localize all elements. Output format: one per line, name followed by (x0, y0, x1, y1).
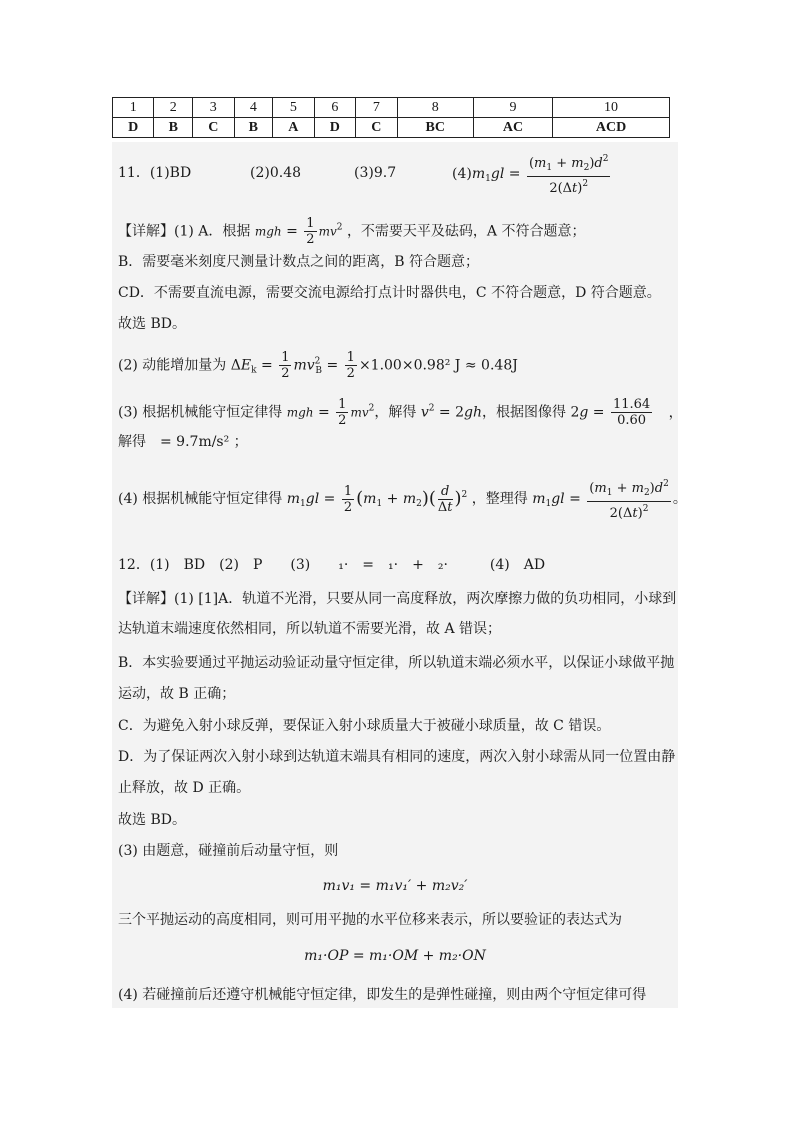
table-cell: 1 (113, 98, 154, 118)
q11-detail-B: B．需要毫米刻度尺测量计数点之间的距离，B 符合题意； (118, 254, 480, 270)
table-cell: 8 (397, 98, 473, 118)
q11-answers: 11．(1)BD (2)0.48 (3)9.7 $(4)m_1gl$ = $\frac{(m_1 + m_2)d^2}{2(\Delta t)^2}$ (118, 164, 191, 182)
q11-detail-3: (3) 根据机械能守恒定律得 mgh = $\frac{1}{2}$ $mv^2$，解得 $v^2 = 2gh$，根据图像得 2g = $\frac{11.64}{0.60}$ ， (118, 397, 683, 428)
table-cell: C (193, 118, 234, 138)
q12-detail-choice: 故选 BD。 (118, 812, 186, 828)
q12-detail-C: C．为避免入射小球反弹，要保证入射小球质量大于被碰小球质量，故 C 错误。 (118, 718, 611, 734)
q12-detail-1b: 达轨道末端速度依然相同，所以轨道不需要光滑，故 A 错误； (118, 621, 502, 637)
q11-detail-choice: 故选 BD。 (118, 316, 186, 332)
table-cell: 7 (356, 98, 397, 118)
answer-row (113, 118, 670, 138)
q12-answers: 12．(1) BD (2) P (3) ₁· = ₁· + ₂· (4) AD (118, 557, 546, 573)
table-cell: 10 (553, 98, 670, 118)
q11-detail-2: (2) 动能增加量为 $\Delta E_k$ = $\frac{1}{2}$ $mv^2_B$ = $\frac{1}{2}$ ×1.00×0.98² J ≈ 0.48J (118, 350, 518, 381)
table-cell: D (113, 118, 154, 138)
table-cell: D (314, 118, 355, 138)
q12-detail-4: (4) 若碰撞前后还遵守机械能守恒定律，即发生的是弹性碰撞，则由两个守恒定律可得 (118, 987, 647, 1003)
q12-detail-Db: 止释放，故 D 正确。 (118, 780, 251, 796)
table-cell: B (234, 118, 273, 138)
table-cell: 6 (314, 98, 355, 118)
q11-formula-4: $(4)m_1gl$ = $\frac{(m_1 + m_2)d^2}{2(\Delta t)^2}$ (452, 154, 609, 196)
momentum-equation: m₁v₁ = m₁v₁′ + m₂v₂′ (322, 878, 468, 894)
table-cell: 9 (473, 98, 552, 118)
table-cell: AC (473, 118, 552, 138)
table-cell: 5 (273, 98, 314, 118)
q12-detail-3: (3) 由题意，碰撞前后动量守恒，则 (118, 843, 339, 859)
q12-detail-3b: 三个平抛运动的高度相同，则可用平抛的水平位移来表示，所以要验证的表达式为 (118, 912, 622, 928)
table-cell: ACD (553, 118, 670, 138)
q11-detail-4: (4) 根据机械能守恒定律得 $m_1gl$ = $\frac{1}{2}$ $(m_1 + m_2)$( $\frac{d}{\Delta t}$ )$^2$ ，整理得 $m_1gl$ = $\frac{(m_1 + m_2)d^2}{2(\Delta t)^2}$ 。 (118, 479, 687, 521)
table-cell: 3 (193, 98, 234, 118)
q12-detail-D: D．为了保证两次入射小球到达轨道末端具有相同的速度，两次入射小球需从同一位置由静 (118, 749, 676, 765)
verification-equation: m₁·OP = m₁·OM + m₂·ON (304, 948, 486, 964)
q12-detail-B: B．本实验要通过平抛运动验证动量守恒定律，所以轨道末端必须水平，以保证小球做平抛 (118, 655, 675, 671)
table-cell: B (154, 118, 193, 138)
table-cell: A (273, 118, 314, 138)
q12-detail-1: 【详解】(1) [1]A．轨道不光滑，只要从同一高度释放，两次摩擦力做的负功相同，小球到 (118, 591, 677, 607)
q11-detail-CD: CD．不需要直流电源，需要交流电源给打点计时器供电，C 不符合题意，D 符合题意。 (118, 285, 661, 301)
table-cell: BC (397, 118, 473, 138)
q11-detail-1: 【详解】(1) A．根据 mgh = $\frac{1}{2}$ $mv^2$ ，不需要天平及砝码，A 不符合题意； (118, 216, 586, 247)
q12-detail-Bb: 运动，故 B 正确； (118, 686, 236, 702)
table-cell: C (356, 118, 397, 138)
table-cell: 4 (234, 98, 273, 118)
q11-detail-3-solve: 解得 = 9.7m/s² ； (118, 434, 248, 450)
table-cell: 2 (154, 98, 193, 118)
question-number-row (113, 98, 670, 118)
answer-table (112, 97, 670, 138)
